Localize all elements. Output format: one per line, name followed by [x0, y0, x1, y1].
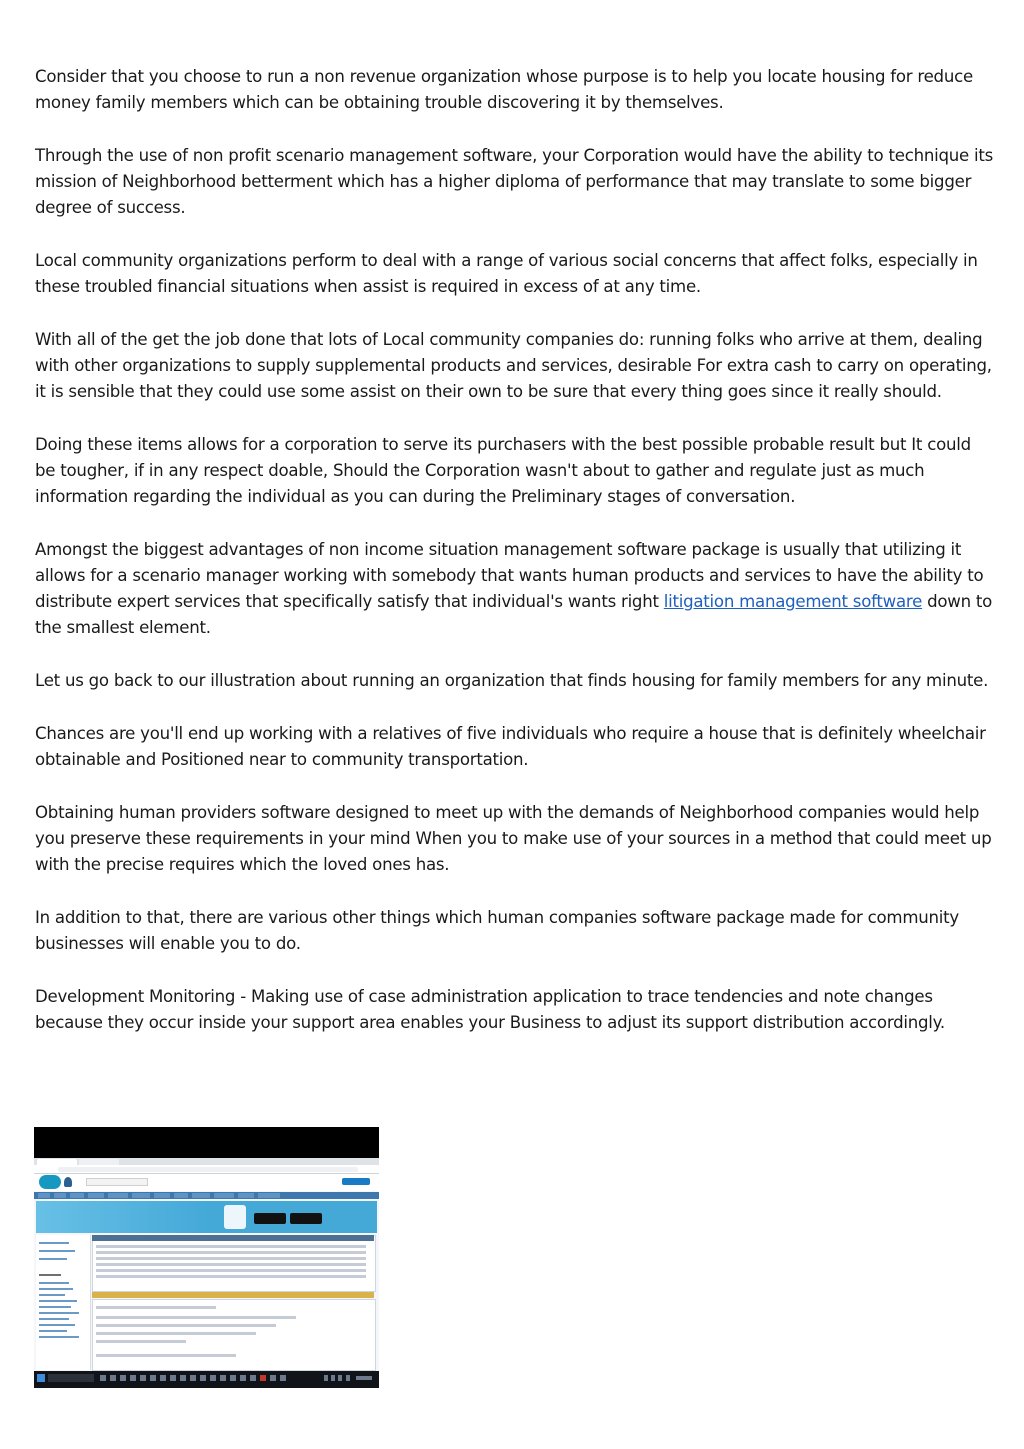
nav-tab [54, 1193, 66, 1198]
table-row [96, 1245, 366, 1248]
tray-icon [331, 1375, 335, 1381]
taskbar-app-icon [280, 1375, 286, 1381]
litigation-software-link[interactable]: litigation management software [663, 592, 923, 611]
app-search-box [86, 1178, 148, 1186]
detail-row [96, 1354, 236, 1357]
taskbar-app-icon [190, 1375, 196, 1381]
start-icon [37, 1374, 45, 1382]
table-row [96, 1269, 366, 1272]
paragraph-4: With all of the get the job done that lots of Local community companies do: running folks who arrive at them, dealing with other organizations to supply supplemental products and services, desirable For extra cash to carry on operating, it is sensible that they could use some assist on their own to be sure that every thing goes since it really should. [35, 330, 992, 401]
paragraph-8: Chances are you'll end up working with a relatives of five individuals who require a house that is definitely wheelchair obtainable and Positioned near to community transportation. [35, 724, 986, 769]
taskbar-app-icon [160, 1375, 166, 1381]
detail-panel [92, 1299, 376, 1371]
sidebar-link [39, 1258, 67, 1260]
sidebar-link [39, 1306, 71, 1308]
taskbar-app-icon [170, 1375, 176, 1381]
screenshot-content [34, 1158, 379, 1371]
paragraph-7: Let us go back to our illustration about running an organization that finds housing for family members for any minute. [35, 671, 989, 690]
paragraph-5: Doing these items allows for a corporation to serve its purchasers with the best possible probable result but It could be tougher, if in any respect doable, Should the Corporation wasn't about to gather and regulate just as much information regarding the individual as you can during the Preliminary stages of conversation. [35, 435, 971, 506]
detail-row [96, 1306, 216, 1309]
sidebar-link [39, 1324, 75, 1326]
promo-banner-gradient [36, 1201, 206, 1233]
nav-tab [258, 1193, 280, 1198]
taskbar-app-icon [180, 1375, 186, 1381]
app-sidebar [36, 1235, 91, 1370]
nav-tab [192, 1193, 210, 1198]
sidebar-link [39, 1288, 73, 1290]
sidebar-link [39, 1300, 77, 1302]
detail-panel-header [92, 1292, 374, 1298]
tray-icon [324, 1375, 328, 1381]
paragraph-6 [35, 537, 995, 641]
nav-tab [174, 1193, 188, 1198]
taskbar-app-icon [100, 1375, 106, 1381]
taskbar-search [48, 1374, 94, 1382]
taskbar-app-icon [130, 1375, 136, 1381]
taskbar-app-icon [260, 1375, 266, 1381]
paragraph-3: Local community organizations perform to deal with a range of various social concerns that affect folks, especially in these troubled financial situations when assist is required in excess of at any time. [35, 251, 978, 296]
taskbar-app-icon [220, 1375, 226, 1381]
paragraph-11: Development Monitoring - Making use of case administration application to trace tendencies and note changes because they occur inside your support area enables your Business to adjust its support distribution accordingly. [35, 987, 945, 1032]
taskbar-app-icon [200, 1375, 206, 1381]
nav-tab [154, 1193, 170, 1198]
paragraph-2: Through the use of non profit scenario management software, your Corporation would have the ability to technique its mission of Neighborhood betterment which has a higher diploma of performance that may translate to some bigger degree of success. [35, 146, 994, 217]
table-row [96, 1275, 366, 1278]
sidebar-link [39, 1294, 65, 1296]
app-store-badge-icon [254, 1213, 286, 1224]
nav-tab [88, 1193, 104, 1198]
tray-clock [356, 1376, 372, 1380]
detail-row [96, 1332, 256, 1335]
salesforce-screenshot-image [34, 1127, 379, 1388]
sidebar-link [39, 1330, 67, 1332]
browser-url-field [58, 1167, 358, 1172]
table-row [96, 1257, 366, 1260]
paragraph-6-text-after: down to the smallest element. [35, 592, 993, 637]
table-row [96, 1263, 366, 1266]
taskbar-app-icon [150, 1375, 156, 1381]
taskbar-app-icon [230, 1375, 236, 1381]
paragraph-1: Consider that you choose to run a non revenue organization whose purpose is to help you locate housing for reduce money family members which can be obtaining trouble discovering it by themselves. [35, 67, 973, 112]
sidebar-link [39, 1312, 79, 1314]
cases-panel-header [92, 1235, 374, 1241]
paragraph-6-text-before: Amongst the biggest advantages of non income situation management software package is usually that utilizing it allows for a scenario manager working with somebody that wants human products and services to have the ability to distribute expert services that specifically satisfy that individual's wants right [35, 540, 984, 611]
taskbar-app-icon [240, 1375, 246, 1381]
nav-tab [38, 1193, 50, 1198]
tray-icon [338, 1375, 342, 1381]
paragraph-10: In addition to that, there are various other things which human companies software package made for community businesses will enable you to do. [35, 908, 959, 953]
nav-tab [132, 1193, 150, 1198]
header-button [342, 1178, 370, 1185]
taskbar-app-icon [270, 1375, 276, 1381]
sidebar-link [39, 1242, 69, 1244]
taskbar-app-icon [140, 1375, 146, 1381]
nav-tab [238, 1193, 254, 1198]
tray-icon [346, 1375, 350, 1381]
article-body [35, 64, 995, 1063]
sidebar-heading [39, 1274, 61, 1276]
detail-row [96, 1316, 296, 1319]
cloud-logo-icon [39, 1175, 61, 1189]
mascot-icon [64, 1177, 72, 1187]
sidebar-link [39, 1336, 79, 1338]
taskbar-app-icon [210, 1375, 216, 1381]
nav-tab [70, 1193, 84, 1198]
sidebar-link [39, 1250, 75, 1252]
phone-icon [224, 1205, 246, 1229]
detail-row [96, 1324, 276, 1327]
google-play-badge-icon [290, 1213, 322, 1224]
sidebar-link [39, 1318, 69, 1320]
nav-tab [108, 1193, 128, 1198]
taskbar-app-icon [250, 1375, 256, 1381]
paragraph-9: Obtaining human providers software designed to meet up with the demands of Neighborhood companies would help you preserve these requirements in your mind When you to make use of your sources in a method that could meet up with the precise requires which the loved ones has. [35, 803, 992, 874]
sidebar-link [39, 1282, 69, 1284]
taskbar-app-icon [120, 1375, 126, 1381]
taskbar-app-icon [110, 1375, 116, 1381]
table-row [96, 1251, 366, 1254]
detail-row [96, 1340, 186, 1343]
nav-tab [214, 1193, 234, 1198]
